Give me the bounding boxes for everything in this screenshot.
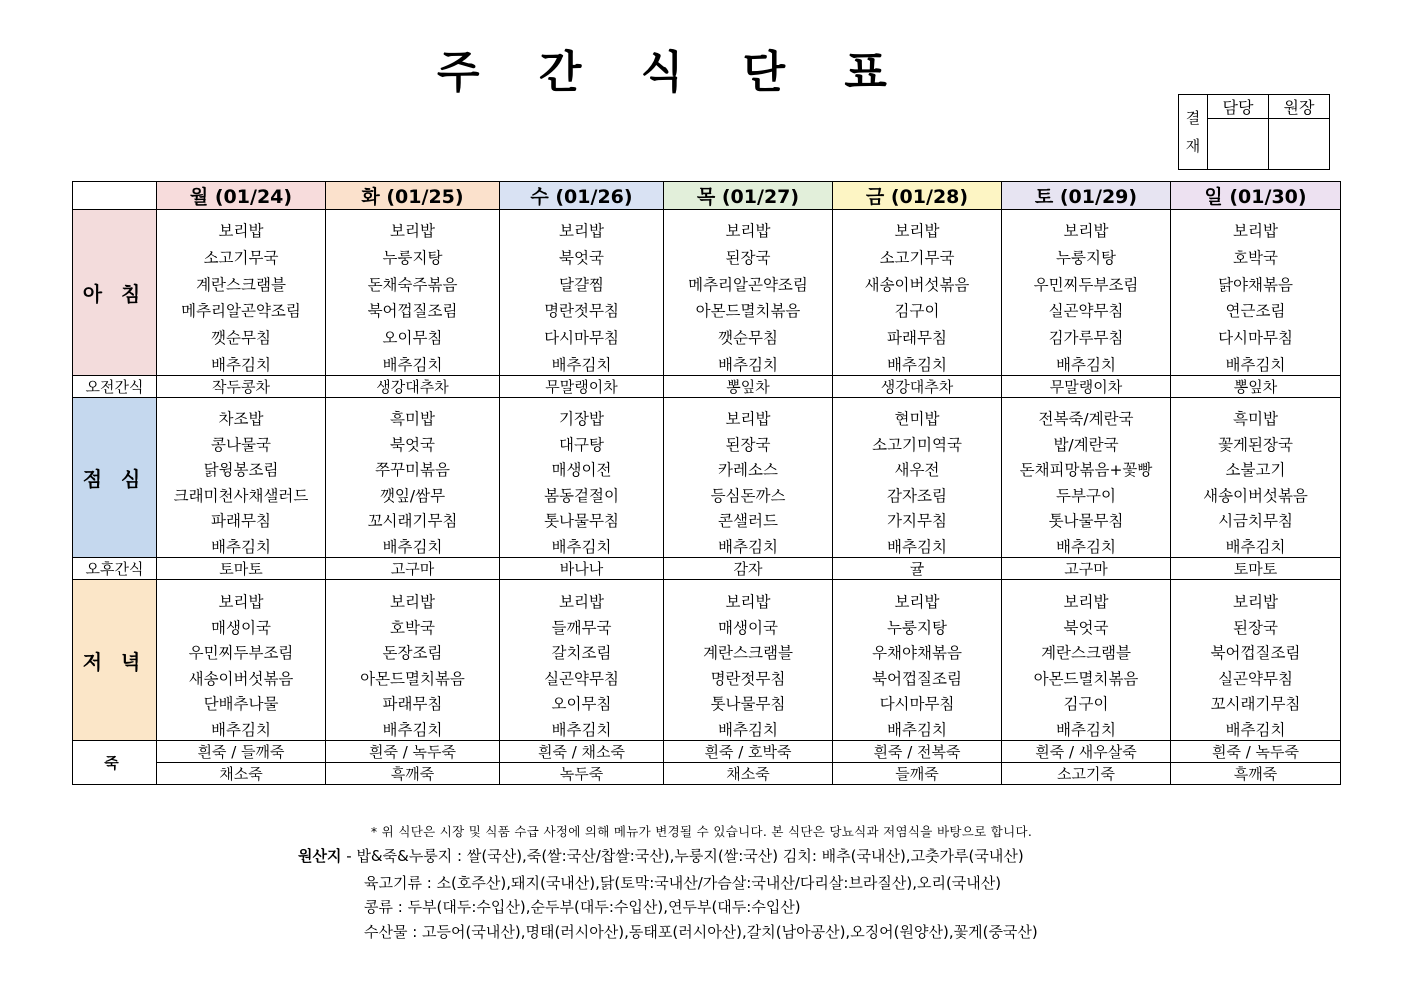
menu-item: 보리밥 [1233, 593, 1278, 611]
menu-item: 돈장조림 [382, 644, 443, 663]
menu-item: 콩나물국 [211, 435, 271, 454]
menu-notice: * 위 식단은 시장 및 식품 수급 사정에 의해 메뉴가 변경될 수 있습니다. 본 식단은 당뇨식과 저염식을 바탕으로 합니다. [370, 824, 1033, 839]
menu-item: 김구이 [894, 302, 940, 321]
label-dinner: 저 녁 [73, 580, 157, 741]
menu-item: 보리밥 [390, 222, 435, 240]
label-porridge: 죽 [73, 741, 157, 785]
breakfast-cell [1171, 210, 1341, 376]
menu-item: 단배추나물 [203, 695, 279, 714]
menu-item: 배추김치 [382, 537, 443, 556]
menu-item: 배추김치 [718, 355, 778, 374]
menu-item: 닭야채볶음 [1218, 275, 1293, 294]
menu-item: 우민찌두부조림 [1033, 275, 1139, 294]
am-snack-cell: 작두콩차 [157, 376, 326, 398]
am-snack-cell: 생강대추차 [326, 376, 500, 398]
menu-item: 배추김치 [211, 537, 271, 556]
menu-item: 보리밥 [390, 593, 435, 611]
menu-item: 북엇국 [1063, 618, 1109, 637]
menu-item: 보리밥 [1233, 222, 1278, 240]
lunch-cell [500, 398, 664, 558]
menu-item: 누룽지탕 [1056, 248, 1116, 267]
menu-item: 두부구이 [1056, 486, 1116, 505]
menu-item: 톳나물무침 [710, 695, 786, 714]
menu-item: 시금치무침 [1218, 512, 1293, 531]
menu-item: 등심돈까스 [710, 486, 786, 505]
menu-item: 매생이국 [211, 618, 271, 637]
menu-item: 배추김치 [718, 537, 778, 556]
pm-snack-cell: 귤 [833, 558, 1002, 580]
label-pm-snack: 오후간식 [73, 558, 157, 580]
menu-item: 기장밥 [559, 410, 604, 428]
menu-item: 메추리알곤약조림 [181, 302, 301, 321]
lunch-cell [664, 398, 833, 558]
menu-item: 소불고기 [1225, 461, 1286, 480]
menu-item: 소고기무국 [203, 248, 279, 267]
menu-item: 카레소스 [718, 461, 778, 480]
menu-item: 배추김치 [382, 355, 443, 374]
title-char: 단 [742, 47, 788, 98]
menu-item: 크래미천사채샐러드 [173, 486, 309, 505]
pm-snack-cell: 고구마 [326, 558, 500, 580]
menu-item: 현미밥 [894, 410, 940, 428]
pm-snack-cell: 바나나 [500, 558, 664, 580]
menu-item: 된장국 [725, 435, 771, 454]
lunch-cell [157, 398, 326, 558]
porridge-1-cell: 흰죽 / 전복죽 [833, 741, 1002, 763]
am-snack-cell: 생강대추차 [833, 376, 1002, 398]
menu-item: 보리밥 [725, 410, 771, 428]
menu-item: 실곤약무침 [544, 669, 619, 688]
menu-item: 보리밥 [725, 222, 771, 240]
menu-item: 콘샐러드 [718, 512, 778, 531]
menu-item: 배추김치 [382, 720, 443, 739]
menu-item: 배추김치 [211, 355, 271, 374]
am-snack-cell: 뽕잎차 [664, 376, 833, 398]
menu-item: 연근조림 [1225, 302, 1286, 321]
menu-item: 파래무침 [887, 329, 947, 348]
origin-label: 원산지 [298, 847, 342, 865]
menu-item: 꼬시래기무침 [367, 512, 458, 531]
menu-item: 배추김치 [887, 720, 947, 739]
menu-item: 배추김치 [1056, 355, 1116, 374]
day-header: 월 (01/24) [157, 182, 326, 210]
menu-item: 메추리알곤약조림 [688, 275, 808, 294]
menu-item: 호박국 [390, 618, 435, 637]
menu-item: 차조밥 [218, 410, 264, 428]
menu-item: 파래무침 [382, 695, 443, 714]
menu-item: 보리밥 [218, 222, 264, 240]
menu-item: 다시마무침 [1218, 329, 1293, 348]
lunch-cell [1171, 398, 1341, 558]
menu-item: 호박국 [1233, 248, 1278, 267]
dinner-cell [833, 580, 1002, 741]
menu-item: 깻잎/쌈무 [379, 486, 446, 505]
menu-item: 톳나물무침 [1048, 512, 1124, 531]
porridge-2-cell: 채소죽 [664, 763, 833, 785]
menu-item: 다시마무침 [879, 695, 955, 714]
menu-item: 가지무침 [887, 512, 947, 531]
menu-item: 밥/계란국 [1053, 435, 1119, 454]
menu-item: 된장국 [1233, 618, 1278, 637]
menu-item: 배추김치 [1056, 720, 1116, 739]
menu-item: 아몬드멸치볶음 [695, 302, 801, 321]
lunch-cell [1002, 398, 1171, 558]
menu-item: 배추김치 [211, 720, 271, 739]
menu-item: 흑미밥 [1233, 410, 1278, 428]
menu-item: 흑미밥 [390, 410, 435, 428]
menu-item: 돈채숙주볶음 [367, 275, 458, 294]
porridge-2-cell: 녹두죽 [500, 763, 664, 785]
menu-item: 계란스크램블 [1041, 644, 1131, 663]
menu-item: 누룽지탕 [382, 248, 443, 267]
menu-item: 계란스크램블 [703, 644, 793, 663]
menu-item: 보리밥 [559, 222, 604, 240]
menu-item: 배추김치 [1056, 537, 1116, 556]
breakfast-cell [326, 210, 500, 376]
title-char: 표 [844, 47, 889, 98]
page-title [0, 36, 1326, 100]
menu-item: 배추김치 [887, 537, 947, 556]
menu-item: 소고기무국 [879, 248, 955, 267]
am-snack-cell: 무말랭이차 [500, 376, 664, 398]
menu-item: 실곤약무침 [1218, 669, 1293, 688]
menu-item: 북어껍질조림 [1210, 644, 1301, 663]
menu-item: 명란젓무침 [710, 669, 786, 688]
menu-item: 배추김치 [718, 720, 778, 739]
lunch-cell [326, 398, 500, 558]
menu-item: 우채야채볶음 [872, 644, 962, 663]
breakfast-cell [1002, 210, 1171, 376]
menu-item: 아몬드멸치볶음 [360, 669, 465, 688]
menu-item: 새송이버섯볶음 [188, 669, 294, 688]
origin-line-rice: 원산지 - 밥&죽&누룽지 : 쌀(국산),죽(쌀:국산/찹쌀:국산),누룽지(쌀:국산) 김치: 배추(국내산),고춧가루(국내산) [298, 847, 1024, 865]
menu-item: 배추김치 [887, 355, 947, 374]
menu-item: 누룽지탕 [887, 618, 947, 637]
breakfast-cell [833, 210, 1002, 376]
menu-item: 보리밥 [894, 222, 940, 240]
menu-item: 보리밥 [1063, 222, 1109, 240]
day-header: 토 (01/29) [1002, 182, 1171, 210]
menu-item: 북어껍질조림 [367, 302, 458, 321]
label-lunch: 점 심 [73, 398, 157, 558]
menu-item: 실곤약무침 [1048, 302, 1124, 321]
lunch-cell [833, 398, 1002, 558]
menu-item: 갈치조림 [551, 644, 612, 663]
dinner-cell [1002, 580, 1171, 741]
menu-item: 북엇국 [559, 248, 604, 267]
am-snack-cell: 뽕잎차 [1171, 376, 1341, 398]
menu-item: 오이무침 [382, 329, 443, 348]
menu-item: 아몬드멸치볶음 [1033, 669, 1139, 688]
pm-snack-cell: 고구마 [1002, 558, 1171, 580]
origin-line-seafood: 수산물 : 고등어(국내산),명태(러시아산),동태포(러시아산),갈치(남아공산),오징어(원양산),꽃게(중국산) [364, 923, 1038, 941]
menu-item: 오이무침 [551, 695, 612, 714]
porridge-1-cell: 흰죽 / 녹두죽 [326, 741, 500, 763]
menu-item: 파래무침 [211, 512, 271, 531]
day-header: 금 (01/28) [833, 182, 1002, 210]
dinner-cell [326, 580, 500, 741]
menu-item: 보리밥 [1063, 593, 1109, 611]
porridge-2-cell: 흑깨죽 [326, 763, 500, 785]
approval-box [1178, 94, 1330, 170]
menu-item: 배추김치 [551, 537, 612, 556]
dinner-cell [1171, 580, 1341, 741]
porridge-2-cell: 들깨죽 [833, 763, 1002, 785]
breakfast-cell [500, 210, 664, 376]
approval-manager-sign [1208, 119, 1269, 170]
menu-item: 보리밥 [894, 593, 940, 611]
day-header: 일 (01/30) [1171, 182, 1341, 210]
menu-item: 배추김치 [551, 720, 612, 739]
menu-item: 쭈꾸미볶음 [375, 461, 450, 480]
day-header: 목 (01/27) [664, 182, 833, 210]
menu-item: 우민찌두부조림 [188, 644, 294, 663]
origin-line-meat: 육고기류 : 소(호주산),돼지(국내산),닭(토막:국내산/가슴살:국내산/다리살:브라질산),오리(국내산) [364, 874, 1002, 892]
menu-item: 배추김치 [1225, 720, 1286, 739]
pm-snack-cell: 토마토 [1171, 558, 1341, 580]
menu-item: 보리밥 [725, 593, 771, 611]
menu-item: 보리밥 [218, 593, 264, 611]
menu-item: 배추김치 [1225, 355, 1286, 374]
label-breakfast: 아 침 [73, 210, 157, 376]
menu-item: 감자조림 [887, 486, 947, 505]
dinner-cell [157, 580, 326, 741]
title-char: 식 [640, 47, 686, 98]
menu-item: 새송이버섯볶음 [1203, 486, 1308, 505]
porridge-1-cell: 흰죽 / 새우살죽 [1002, 741, 1171, 763]
approval-director-label: 원장 [1269, 95, 1330, 119]
day-header: 화 (01/25) [326, 182, 500, 210]
breakfast-cell [664, 210, 833, 376]
menu-item: 봄동겉절이 [544, 486, 619, 505]
origin-line-beans: 콩류 : 두부(대두:수입산),순두부(대두:수입산),연두부(대두:수입산) [364, 898, 801, 916]
menu-item: 북엇국 [390, 435, 435, 454]
menu-item: 소고기미역국 [872, 435, 962, 454]
menu-item: 꽃게된장국 [1218, 435, 1293, 454]
dinner-cell [500, 580, 664, 741]
am-snack-cell: 무말랭이차 [1002, 376, 1171, 398]
title-char: 간 [538, 47, 584, 98]
menu-item: 돈채피망볶음+꽃빵 [1019, 461, 1153, 480]
menu-item: 된장국 [725, 248, 771, 267]
menu-item: 새우전 [894, 461, 940, 480]
approval-side-label: 결 재 [1179, 95, 1208, 170]
porridge-2-cell: 흑깨죽 [1171, 763, 1341, 785]
porridge-1-cell: 흰죽 / 호박죽 [664, 741, 833, 763]
porridge-2-cell: 채소죽 [157, 763, 326, 785]
menu-item: 전복죽/계란국 [1038, 410, 1134, 428]
menu-item: 북어껍질조림 [872, 669, 962, 688]
menu-item: 계란스크램블 [196, 275, 286, 294]
weekly-menu-table [72, 181, 1341, 785]
menu-item: 톳나물무침 [544, 512, 619, 531]
porridge-1-cell: 흰죽 / 녹두죽 [1171, 741, 1341, 763]
approval-director-sign [1269, 119, 1330, 170]
menu-item: 깻순무침 [211, 329, 271, 348]
title-char: 주 [437, 47, 482, 98]
dinner-cell [664, 580, 833, 741]
porridge-1-cell: 흰죽 / 들깨죽 [157, 741, 326, 763]
menu-item: 깻순무침 [718, 329, 778, 348]
menu-item: 다시마무침 [544, 329, 619, 348]
label-am-snack: 오전간식 [73, 376, 157, 398]
pm-snack-cell: 감자 [664, 558, 833, 580]
menu-item: 배추김치 [1225, 537, 1286, 556]
menu-item: 꼬시래기무침 [1210, 695, 1301, 714]
porridge-1-cell: 흰죽 / 채소죽 [500, 741, 664, 763]
menu-item: 매생이전 [551, 461, 612, 480]
menu-item: 대구탕 [559, 435, 604, 454]
menu-item: 새송이버섯볶음 [864, 275, 970, 294]
menu-item: 닭윙봉조림 [203, 461, 279, 480]
menu-item: 매생이국 [718, 618, 778, 637]
pm-snack-cell: 토마토 [157, 558, 326, 580]
menu-item: 보리밥 [559, 593, 604, 611]
day-header: 수 (01/26) [500, 182, 664, 210]
corner-cell [73, 182, 157, 210]
menu-item: 들깨무국 [551, 618, 612, 637]
approval-manager-label: 담당 [1208, 95, 1269, 119]
menu-item: 김구이 [1063, 695, 1109, 714]
menu-item: 명란젓무침 [544, 302, 619, 321]
porridge-2-cell: 소고기죽 [1002, 763, 1171, 785]
menu-item: 달걀찜 [559, 275, 604, 294]
menu-item: 김가루무침 [1048, 329, 1124, 348]
breakfast-cell [157, 210, 326, 376]
menu-item: 배추김치 [551, 355, 612, 374]
